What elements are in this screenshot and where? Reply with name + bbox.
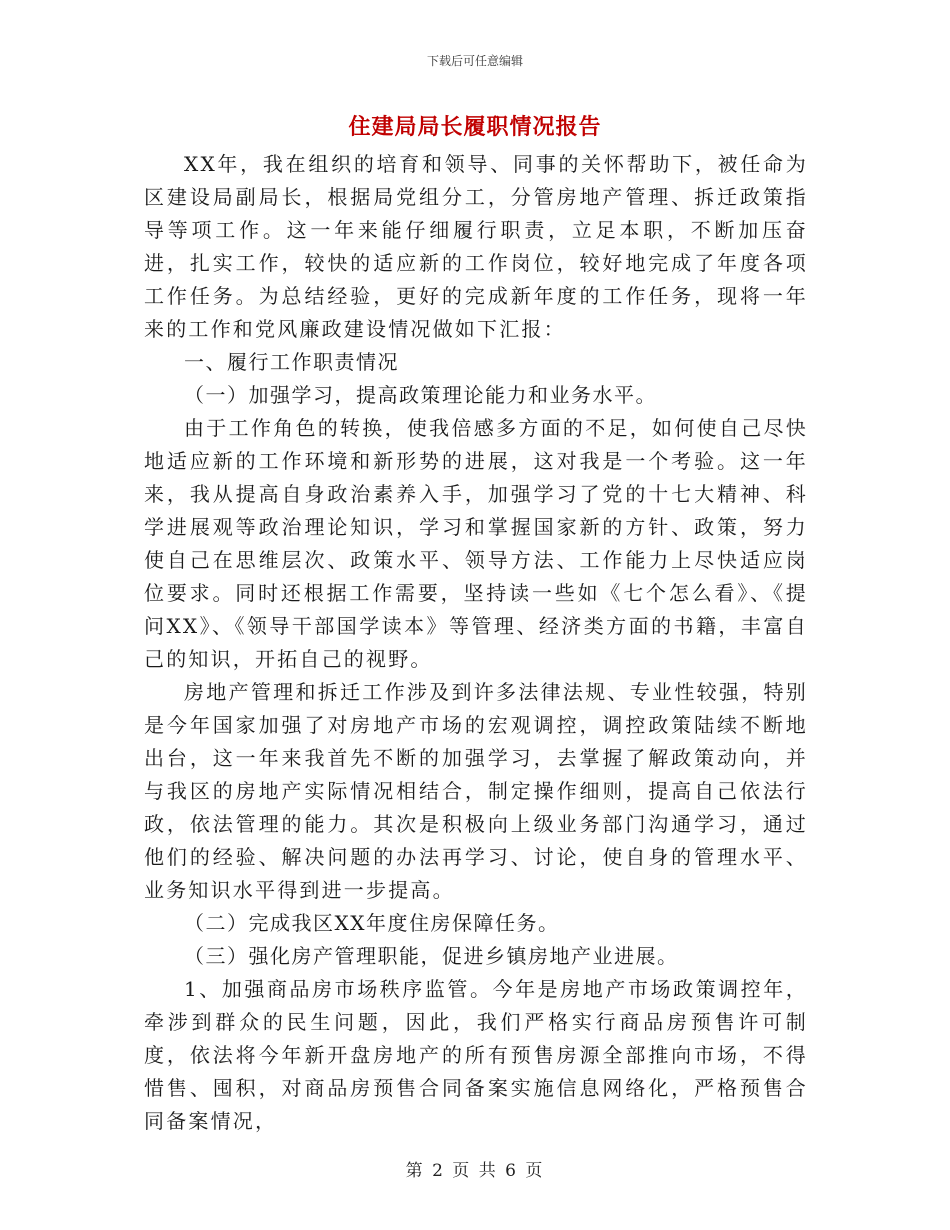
paragraph-market-supervision: 1、加强商品房市场秩序监管。今年是房地产市场政策调控年，牵涉到群众的民生问题，因此，我们严格实行商品房预售许可制度，依法将今年新开盘房地产的所有预售房源全部推向市场，不得惜售、囤积，对商品房预售合同备案实施信息网络化，严格预售合同备案情况，	[144, 977, 808, 1133]
page-header-note: 下载后可任意编辑	[426, 54, 523, 68]
paragraph-intro: XX年，我在组织的培育和领导、同事的关怀帮助下，被任命为区建设局副局长，根据局党组分工，分管房地产管理、拆迁政策指导等项工作。这一年来能仔细履行职责，立足本职，不断加压奋进，扎实工作，较快的适应新的工作岗位，较好地完成了年度各项工作任务。为总结经验，更好的完成新年度的工作任务，现将一年来的工作和党风廉政建设情况做如下汇报：	[144, 152, 808, 341]
subsection-heading-2: （二）完成我区XX年度住房保障任务。	[184, 911, 560, 935]
paragraph-study: 由于工作角色的转换，使我倍感多方面的不足，如何使自己尽快地适应新的工作环境和新形势的进展，这对我是一个考验。这一年来，我从提高自身政治素养入手，加强学习了党的十七大精神、科学进展观等政治理论知识，学习和掌握国家新的方针、政策，努力使自己在思维层次、政策水平、领导方法、工作能力上尽快适应岗位要求。同时还根据工作需要，坚持读一些如《七个怎么看》、《提问XX》、《领导干部国学读本》等管理、经济类方面的书籍，丰富自己的知识，开拓自己的视野。	[144, 416, 808, 671]
subsection-heading-3: （三）强化房产管理职能，促进乡镇房地产业进展。	[184, 944, 679, 968]
paragraph-real-estate: 房地产管理和拆迁工作涉及到许多法律法规、专业性较强，特别是今年国家加强了对房地产市场的宏观调控，调控政策陆续不断地出台，这一年来我首先不断的加强学习，去掌握了解政策动向，并与我区的房地产实际情况相结合，制定操作细则，提高自己依法行政，依法管理的能力。其次是积极向上级业务部门沟通学习，通过他们的经验、解决问题的办法再学习、讨论，使自身的管理水平、业务知识水平得到进一步提高。	[144, 680, 808, 902]
page-number: 第 2 页 共 6 页	[405, 1161, 545, 1181]
subsection-heading-1: （一）加强学习，提高政策理论能力和业务水平。	[184, 383, 657, 407]
document-title: 住建局局长履职情况报告	[348, 114, 602, 140]
document-body	[144, 148, 808, 1138]
section-heading-1: 一、履行工作职责情况	[184, 350, 399, 374]
